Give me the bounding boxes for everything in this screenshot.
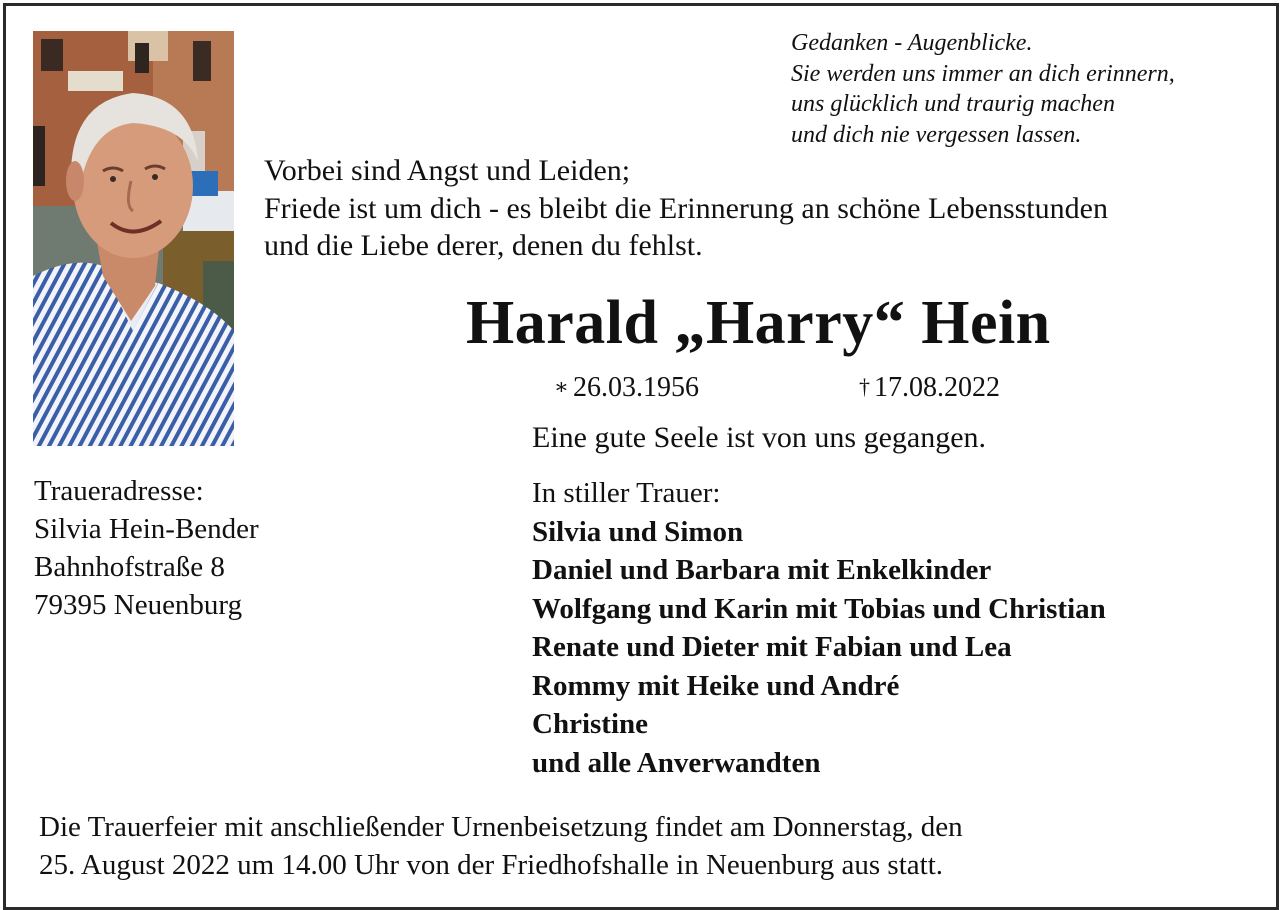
ceremony-line: 25. August 2022 um 14.00 Uhr von der Friedhofshalle in Neuenburg aus statt.	[39, 849, 943, 881]
ceremony-line: Die Trauerfeier mit anschließender Urnenbeisetzung findet am Donnerstag, den	[39, 811, 963, 843]
mourners-intro: In stiller Trauer:	[532, 477, 721, 509]
deceased-name: Harald „Harry“ Hein	[466, 289, 1051, 357]
mourner-entry: Silvia und Simon	[532, 515, 744, 548]
poem	[791, 28, 1271, 150]
poem-line: Sie werden uns immer an dich erinnern,	[791, 60, 1175, 87]
mourning-address	[34, 472, 259, 624]
mourner-entry: Wolfgang und Karin mit Tobias und Christian	[532, 592, 1106, 625]
star-icon: ∗	[554, 374, 569, 399]
portrait-illustration	[33, 31, 234, 446]
death-date	[859, 370, 1000, 405]
ceremony-notice	[39, 808, 1239, 884]
quote-line: und die Liebe derer, denen du fehlst.	[264, 229, 703, 262]
quote-line: Vorbei sind Angst und Leiden;	[264, 154, 631, 187]
address-city: 79395 Neuenburg	[34, 589, 243, 621]
portrait-photo	[33, 31, 234, 446]
quote-line: Friede ist um dich - es bleibt die Erinnerung an schöne Lebensstunden	[264, 191, 1108, 225]
obituary-notice	[3, 3, 1279, 910]
mourner-entry: und alle Anverwandten	[532, 746, 821, 779]
memorial-quote	[264, 152, 1269, 265]
address-label: Traueradresse:	[34, 475, 204, 507]
poem-line: Gedanken - Augenblicke.	[791, 30, 1033, 56]
birth-date-value: 26.03.1956	[572, 372, 699, 403]
mourner-entry: Daniel und Barbara mit Enkelkinder	[532, 554, 992, 586]
address-street: Bahnhofstraße 8	[34, 551, 225, 583]
address-name: Silvia Hein-Bender	[34, 513, 259, 545]
tagline: Eine gute Seele ist von uns gegangen.	[532, 421, 987, 454]
mourner-entry: Rommy mit Heike und André	[532, 669, 900, 702]
poem-line: uns glücklich und traurig machen	[791, 91, 1115, 117]
birth-date	[554, 370, 699, 405]
poem-line: und dich nie vergessen lassen.	[791, 121, 1082, 148]
mourner-entry: Renate und Dieter mit Fabian und Lea	[532, 631, 1012, 663]
death-date-value: 17.08.2022	[874, 372, 1000, 403]
cross-icon: †	[859, 374, 870, 399]
mourner-entry: Christine	[532, 708, 648, 740]
mourners-list	[532, 474, 1106, 782]
